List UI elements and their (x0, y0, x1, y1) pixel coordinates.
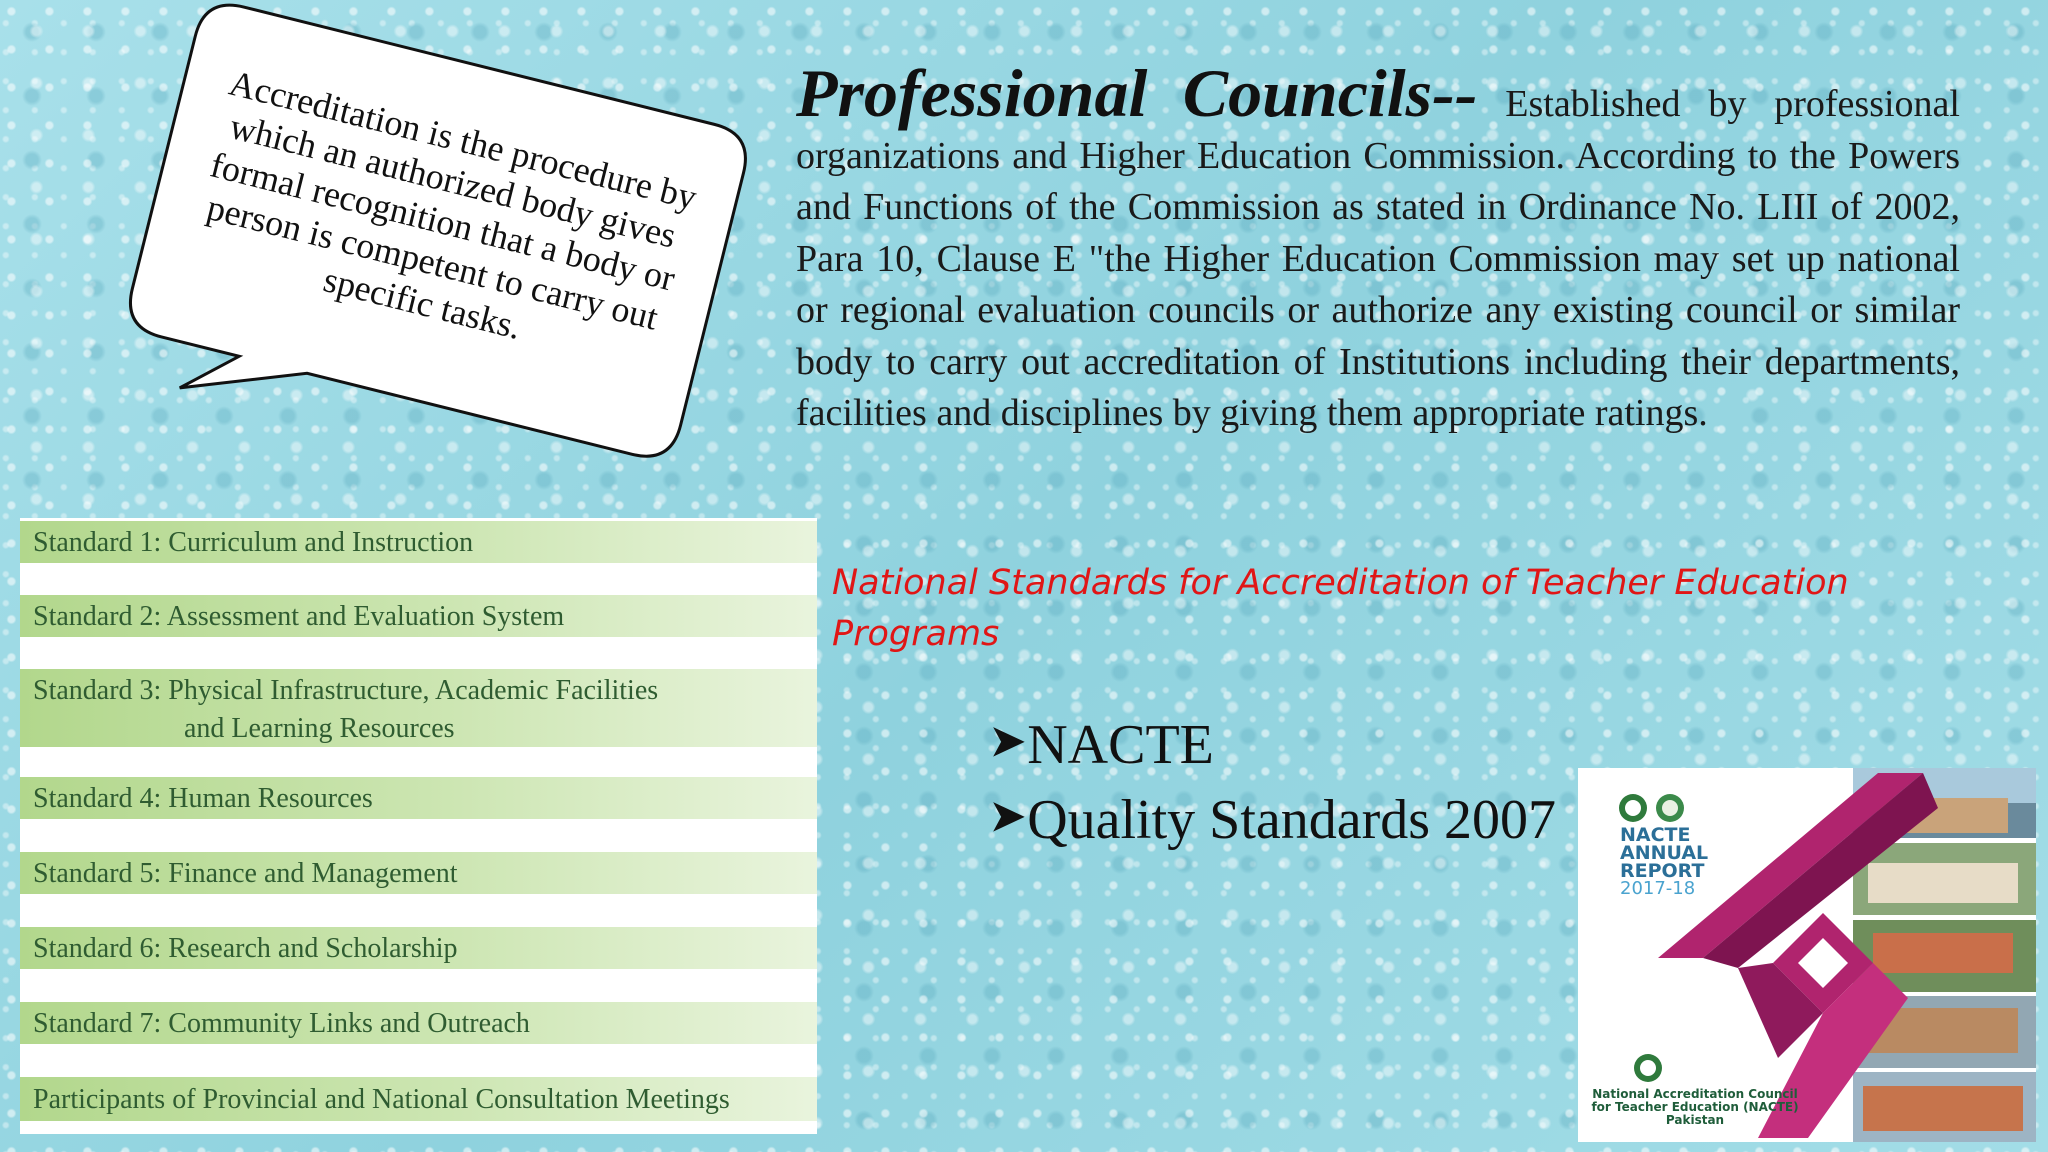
standard-row: Standard 4: Human Resources (20, 777, 817, 819)
professional-councils-paragraph (796, 55, 1960, 440)
standard-row: Standard 2: Assessment and Evaluation System (20, 595, 817, 637)
standard-row: Participants of Provincial and National Consultation Meetings (20, 1077, 817, 1121)
standard-row: Standard 5: Finance and Management (20, 852, 817, 894)
report-footer: National Accreditation Council for Teacher Education (NACTE) Pakistan (1591, 1087, 1799, 1127)
section-title: Professional Councils-- (796, 55, 1478, 131)
bullet-item-quality-standards: ➤Quality Standards 2007 (990, 781, 1556, 856)
standard-row: Standard 6: Research and Scholarship (20, 927, 817, 969)
paragraph-body: Established by professional organizations and Higher Education Commission. According to the Powers and Functions of the Commission as stated in Ordinance No. LIII of 2002, Para 10, Clause E "the Higher Education Commission may set up national or regional evaluation councils or authorize any existing council or similar body to carry out accreditation of Institutions including their departments, facilities and disciplines by giving them appropriate ratings. (796, 83, 1960, 434)
standard-row: Standard 7: Community Links and Outreach (20, 1002, 817, 1044)
bullet-list (990, 706, 1556, 856)
speech-bubble (112, 0, 753, 508)
national-standards-heading: National Standards for Accreditation of Teacher Education Programs (832, 563, 1849, 654)
bullet-item-nacte: ➤NACTE (990, 706, 1556, 781)
report-title: NACTE ANNUAL REPORT 2017-18 (1620, 824, 1709, 899)
nacte-annual-report-cover (1578, 768, 2036, 1142)
standard-row: Standard 1: Curriculum and Instruction (20, 521, 817, 563)
accreditation-definition: Accreditation is the procedure by which an authorized body gives formal recognition that a body or person is competent to carry out specific tasks. (203, 62, 701, 347)
standard-row: Standard 3: Physical Infrastructure, Academic Facilities and Learning Resources (20, 669, 817, 747)
arrow-bullet-icon: ➤ (990, 794, 1026, 840)
standards-table (20, 518, 817, 1134)
arrow-bullet-icon: ➤ (990, 719, 1026, 765)
